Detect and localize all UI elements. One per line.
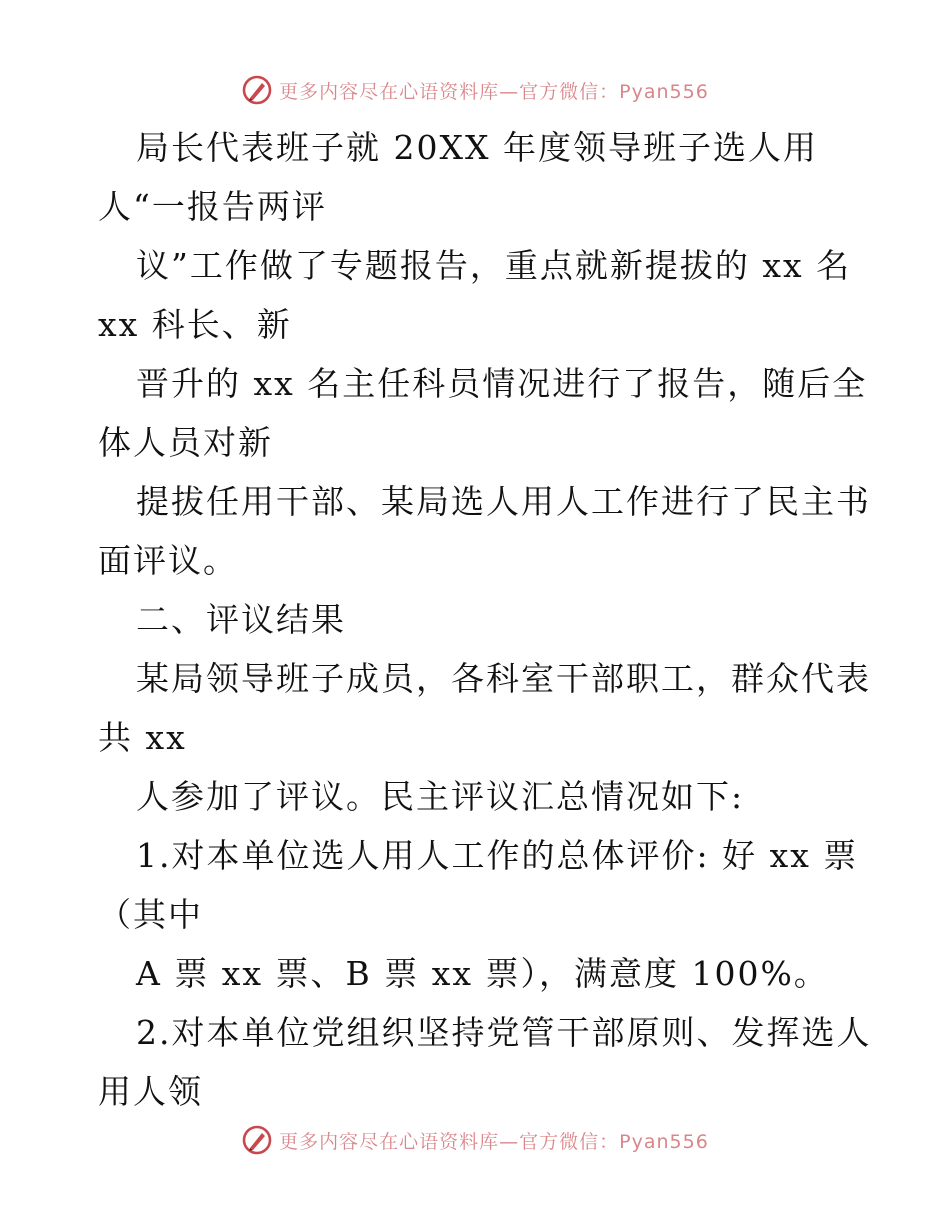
text-line: 议”工作做了专题报告，重点就新提拔的 xx 名 (136, 246, 852, 285)
text-line: 人参加了评议。民主评议汇总情况如下: (136, 777, 745, 816)
footer-watermark (0, 1120, 950, 1160)
header-watermark (0, 70, 950, 110)
text-line: 面评议。 (98, 541, 238, 580)
text-line: 晋升的 xx 名主任科员情况进行了报告，随后全 (136, 364, 868, 403)
pen-logo-icon (241, 74, 273, 106)
text-line: 共 xx (98, 718, 187, 757)
text-line: 1.对本单位选人用人工作的总体评价: 好 xx 票 (136, 836, 859, 875)
text-line: xx 科长、新 (98, 305, 292, 344)
document-body (98, 118, 872, 1121)
watermark-text: 更多内容尽在心语资料库—官方微信：Pyan556 (279, 1130, 709, 1153)
text-line: 某局领导班子成员，各科室干部职工，群众代表 (136, 659, 871, 698)
watermark-text: 更多内容尽在心语资料库—官方微信：Pyan556 (279, 80, 709, 103)
text-line: 提拔任用干部、某局选人用人工作进行了民主书 (136, 482, 871, 521)
text-line: A 票 xx 票、B 票 xx 票），满意度 100%。 (136, 954, 829, 993)
text-line: 人“一报告两评 (98, 187, 327, 226)
text-line: 2.对本单位党组织坚持党管干部原则、发挥选人 (136, 1013, 872, 1052)
pen-logo-icon (241, 1124, 273, 1156)
text-line: 用人领 (98, 1072, 203, 1111)
text-line: 局长代表班子就 20XX 年度领导班子选人用 (136, 128, 818, 167)
text-line: （其中 (98, 895, 203, 934)
section-heading: 二、评议结果 (136, 600, 346, 639)
text-line: 体人员对新 (98, 423, 273, 462)
